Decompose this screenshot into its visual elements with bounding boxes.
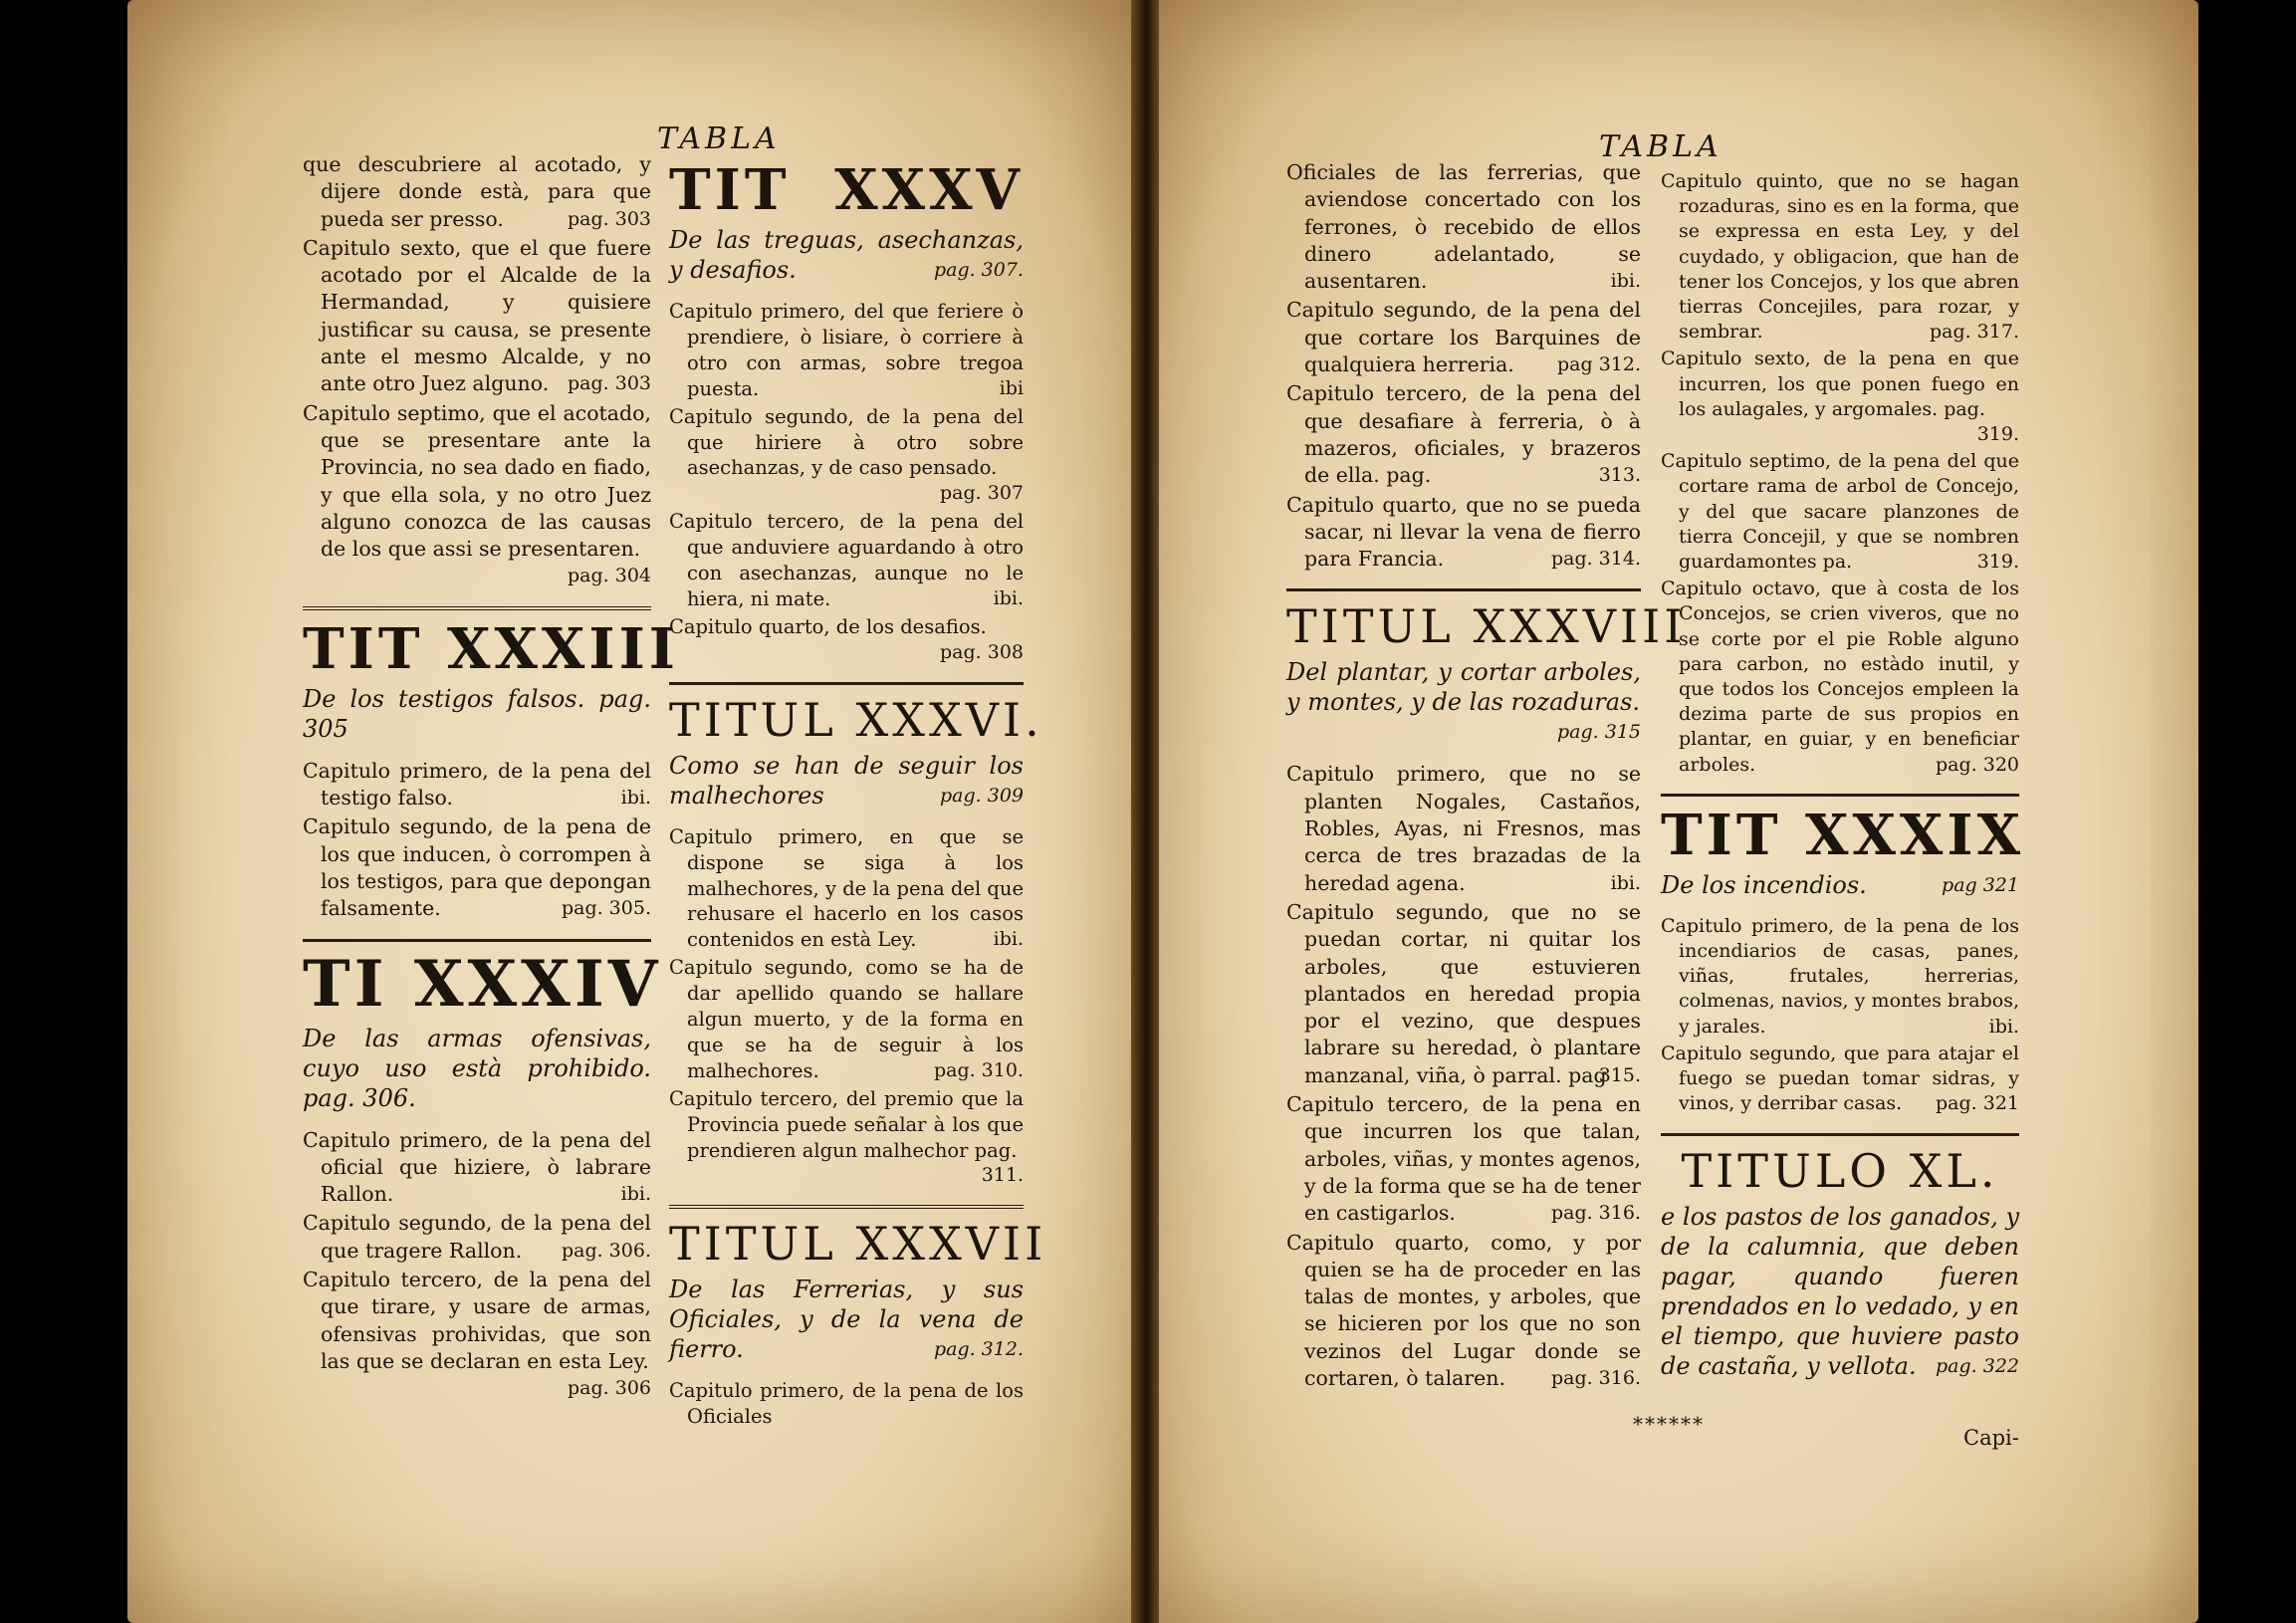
section-rule	[669, 682, 1024, 685]
index-entry: Oficiales de las ferrerias, que aviendose concertado con los ferrones, ò recebido de ellos dinero adelantado, se ausentaren. ibi.	[1286, 160, 1641, 294]
index-entry: Capitulo segundo, que para atajar el fuego se puedan tomar sidras, y vinos, y derribar casas. pag. 321	[1661, 1042, 2019, 1115]
index-entry: Capitulo segundo, de la pena del que tragere Rallon. pag. 306.	[303, 1211, 651, 1263]
right-column-1	[1286, 159, 1687, 1394]
index-entry: Capitulo sexto, de la pena en que incurren, los que ponen fuego en los aulagales, y argomales. pag. 319.	[1661, 348, 2019, 446]
right-running-head: TABLA	[1599, 129, 1722, 164]
section-rule	[303, 606, 651, 610]
titulo-heading: TIT XXXIII	[303, 615, 679, 682]
section-rule	[1286, 588, 1641, 591]
titulo-heading: TITUL XXXVI.	[669, 692, 1043, 747]
index-entry: Capitulo tercero, del premio que la Provincia puede señalar à los que prendieren algun malhechor pag. 311.	[669, 1086, 1024, 1187]
index-entry: que descubriere al acotado, y dijere donde està, para que pueda ser presso. pag. 303	[303, 152, 651, 231]
titulo-subtitle: De las armas ofensivas, cuyo uso està prohibido. pag. 306.	[303, 1024, 651, 1112]
titulo-heading: TIT XXXV	[669, 157, 1024, 223]
index-entry: Capitulo quarto, como, y por quien se ha de proceder en las talas de montes, y arboles, que se hicieren por los que no son vezinos del Lugar donde se cortaren, ò talaren. pag. 316.	[1286, 1230, 1641, 1390]
index-entry: Capitulo septimo, de la pena del que cortare rama de arbol de Concejo, y del que sacare planzones de tierra Concejil, y que se nombren guardamontes pa. 319.	[1661, 450, 2019, 574]
titulo-heading: TITUL XXXVIII	[1286, 599, 1687, 654]
section-rule	[669, 1205, 1024, 1209]
index-entry: Capitulo primero, de la pena del testigo falso. ibi.	[303, 758, 651, 811]
titulo-subtitle: Del plantar, y cortar arboles, y montes, y de las rozaduras. pag. 315	[1286, 658, 1641, 744]
index-entry: Capitulo primero, del que feriere ò prendiere, ò lisiare, ò corriere à otro con armas, sobre tregoa puesta. ibi	[669, 300, 1024, 400]
catchword: Capi-	[1963, 1426, 2019, 1450]
titulo-subtitle: De las Ferrerias, y sus Oficiales, y de la vena de fierro. pag. 312.	[669, 1275, 1024, 1364]
index-entry: Capitulo primero, de la pena de los incendiarios de casas, panes, viñas, frutales, herrerias, colmenas, navios, y montes brabos, y jarales. ibi.	[1661, 914, 2019, 1038]
index-entry: Capitulo tercero, de la pena en que incurren los que talan, arboles, viñas, y montes agenos, y de la forma que se ha de tener en castigarlos. pag. 316.	[1286, 1092, 1641, 1226]
section-rule	[1661, 794, 2019, 797]
titulo-subtitle: e los pastos de los ganados, y de la calumnia, que deben pagar, quando fueren prendados en lo vedado, y en el tiempo, que huviere pasto de castaña, y vellota. pag. 322	[1661, 1202, 2019, 1380]
titulo-subtitle: De los incendios. pag 321	[1661, 870, 2019, 899]
index-entry: Capitulo segundo, que no se puedan cortar, ni quitar los arboles, que estuvieren plantados en heredad propia por el vezino, que despues labrare su heredad, ò plantare manzanal, viña, ò parral. pag 315.	[1286, 899, 1641, 1087]
section-rule	[1661, 1133, 2019, 1136]
section-rule	[303, 939, 651, 942]
book-gutter	[1131, 0, 1159, 1623]
titulo-subtitle: De los testigos falsos. pag. 305	[303, 684, 651, 743]
left-column-2	[669, 157, 1047, 1432]
index-entry: Capitulo quinto, que no se hagan rozaduras, sino es en la forma, que se expressa en esta Ley, y del cuydado, y obligacion, que han de tener los Concejos, y los que abren tierras Concejiles, para rozar, y sembrar. pag. 317.	[1661, 170, 2019, 344]
titulo-heading: TITULO XL.	[1681, 1143, 1999, 1198]
index-entry: Capitulo segundo, como se ha de dar apellido quando se hallare algun muerto, y de la forma en que se ha de seguir à los malhechores. pag. 310.	[669, 956, 1024, 1082]
index-entry: Capitulo tercero, de la pena del que desafiare à ferreria, ò à mazeros, oficiales, y brazeros de ella. pag. 313.	[1286, 381, 1641, 488]
index-entry: Capitulo tercero, de la pena del que tirare, y usare de armas, ofensivas prohividas, que son las que se declaran en esta Ley. pag. 306	[303, 1268, 651, 1400]
index-entry: Capitulo septimo, que el acotado, que se presentare ante la Provincia, no sea dado en fiado, y que ella sola, y no otro Juez alguno conozca de las causas de los que assi se presentaren. pag. 304	[303, 400, 651, 587]
index-entry: Capitulo quarto, de los desafios. pag. 308	[669, 614, 1024, 663]
titulo-heading: TITUL XXXVII	[669, 1217, 1047, 1272]
index-entry: Capitulo primero, que no se planten Nogales, Castaños, Robles, Ayas, ni Fresnos, mas cerca de tres brazadas de la heredad agena. ibi.	[1286, 762, 1641, 895]
index-entry: Capitulo primero, en que se dispone se siga à los malhechores, y de la pena del que rehusare el hacerlo en los casos contenidos en està Ley. ibi.	[669, 824, 1024, 952]
left-running-head: TABLA	[657, 121, 781, 156]
index-entry: Capitulo quarto, que no se pueda sacar, ni llevar la vena de fierro para Francia. pag. 314.	[1286, 492, 1641, 572]
ornament-stars: ******	[1633, 1412, 1705, 1436]
index-entry: Capitulo segundo, de la pena del que hiriere à otro sobre asechanzas, y de caso pensado. pag. 307	[669, 404, 1024, 505]
right-column-2	[1661, 169, 2025, 1395]
index-entry: Capitulo tercero, de la pena del que anduviere aguardando à otro con asechanzas, aunque no le hiera, ni mate. ibi.	[669, 510, 1024, 610]
index-entry: Capitulo primero, de la pena del oficial que hiziere, ò labrare Rallon. ibi.	[303, 1127, 651, 1207]
index-entry: Capitulo primero, de la pena de los Oficiales	[669, 1379, 1024, 1429]
titulo-heading: TIT XXXIX	[1661, 802, 2025, 868]
index-entry: Capitulo segundo, de la pena del que cortare los Barquines de qualquiera herreria. pag 312.	[1286, 298, 1641, 377]
titulo-subtitle: De las treguas, asechanzas, y desafios. pag. 307.	[669, 226, 1024, 284]
left-col1-top-entries	[303, 151, 651, 590]
index-entry: Capitulo sexto, que el que fuere acotado por el Alcalde de la Hermandad, y quisiere justificar su causa, se presente ante el mesmo Alcalde, y no ante otro Juez alguno. pag. 303	[303, 235, 651, 396]
titulo-heading: TI XXXIV	[303, 946, 662, 1022]
left-column-1	[303, 151, 679, 1405]
index-entry: Capitulo segundo, de la pena de los que inducen, ò corrompen à los testigos, para que depongan falsamente. pag. 305.	[303, 814, 651, 921]
titulo-subtitle: Como se han de seguir los malhechores pag. 309	[669, 751, 1024, 810]
index-entry: Capitulo octavo, que à costa de los Concejos, se crien viveros, que no se corte por el pie Roble alguno para carbon, no estàdo inutil, y que todos los Concejos empleen la dezima parte de sus propios en plantar, en guiar, y en beneficiar arboles. pag. 320	[1661, 578, 2019, 776]
